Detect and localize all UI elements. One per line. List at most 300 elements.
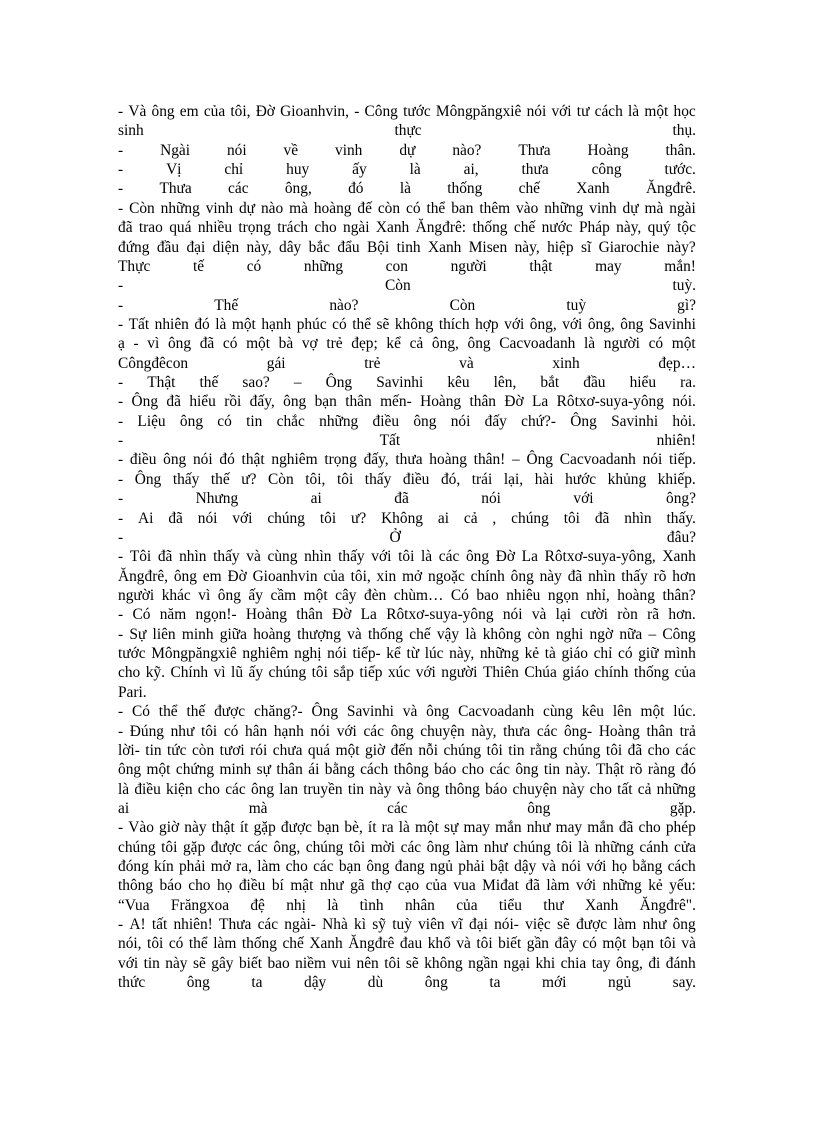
word: tiếp: [359, 664, 383, 682]
word: ông: [390, 722, 414, 740]
word: nghi: [555, 625, 584, 643]
word: chế: [282, 935, 304, 953]
word: thợ: [371, 877, 392, 895]
word: dây: [279, 238, 302, 256]
word: khiếp.: [657, 470, 696, 488]
word: Ở: [389, 528, 401, 546]
word: là: [398, 819, 410, 837]
word: thể: [426, 199, 446, 217]
word: thông: [444, 780, 480, 798]
word: thấy: [213, 548, 240, 566]
word: đại: [186, 238, 206, 256]
word: các: [400, 838, 422, 856]
word: gái: [266, 354, 286, 372]
word: hạnh: [273, 722, 304, 740]
word: lên,: [493, 374, 517, 392]
word: làm: [613, 916, 637, 934]
word: đó: [194, 315, 210, 333]
word: thông: [393, 761, 429, 779]
word: ông: [515, 761, 539, 779]
word: được: [280, 819, 312, 837]
word: ra.: [680, 374, 696, 392]
text-line: [118, 141, 696, 160]
word: thể: [188, 935, 208, 953]
word: ư?: [241, 470, 257, 488]
word: cho: [638, 819, 661, 837]
word: của: [456, 896, 478, 914]
word: đâu?: [666, 528, 696, 546]
word: Có: [132, 606, 151, 624]
word: ông: [250, 780, 275, 798]
word: -: [118, 393, 124, 411]
word: bao: [476, 586, 499, 604]
word: đứng: [118, 238, 150, 256]
word: -: [118, 625, 124, 643]
word: thể: [158, 703, 178, 721]
word: thụ.: [672, 122, 696, 140]
word: ông: [118, 761, 142, 779]
word: –: [648, 625, 657, 643]
text-line: [118, 179, 696, 198]
word: và: [246, 548, 261, 566]
word: thấy: [621, 567, 648, 585]
word: niềm: [295, 954, 326, 972]
word: cửa: [673, 838, 696, 856]
word: kêu: [447, 374, 470, 392]
word: giữa: [219, 625, 247, 643]
word: tôi: [319, 509, 337, 527]
word: kì: [354, 916, 367, 934]
word: Savinhi: [346, 703, 394, 721]
text-line: [118, 934, 696, 953]
word: Gioanhvin: [252, 567, 318, 585]
word: này?: [666, 238, 696, 256]
word: Công: [662, 625, 696, 643]
word: hài: [534, 470, 554, 488]
word: đã: [567, 567, 583, 585]
word: Miđat: [482, 877, 519, 895]
text-line: [118, 528, 696, 547]
word: hơn: [672, 567, 696, 585]
word: Môngpăngxiê: [151, 645, 237, 663]
word: mà: [248, 799, 268, 817]
text-line: [118, 547, 696, 566]
word: nói: [561, 858, 582, 876]
word: tộc: [677, 219, 696, 237]
word: cách: [594, 103, 623, 120]
word: La: [521, 548, 538, 566]
word: nói.: [672, 393, 696, 411]
word: ông: [167, 335, 192, 353]
word: bạn: [338, 858, 362, 876]
word: hoàng: [253, 625, 291, 643]
word: này: [539, 567, 562, 585]
word: Cacvoadanh: [458, 703, 535, 721]
word: dậy: [304, 974, 327, 992]
word: Nhưng: [195, 490, 239, 508]
word: xinh: [552, 354, 580, 372]
word: ông: [416, 780, 440, 798]
word: ông: [179, 412, 204, 430]
word: -: [118, 722, 124, 740]
word: truyền: [303, 780, 343, 798]
word: yếu:: [669, 877, 696, 895]
word: –: [293, 374, 302, 392]
word: sao?: [242, 374, 270, 392]
word: tà: [544, 645, 556, 663]
word: vinh: [335, 141, 363, 159]
word: đó,: [440, 470, 461, 488]
word: chưa: [272, 741, 303, 759]
word: em: [202, 567, 222, 585]
word: sẽ: [192, 954, 206, 972]
word: và: [396, 780, 412, 798]
word: diện: [212, 238, 240, 256]
word: này,: [246, 238, 272, 256]
word: thân: [296, 606, 323, 624]
word: ông,: [529, 315, 557, 333]
word: Tất: [128, 315, 150, 333]
word: về: [283, 141, 299, 159]
word: trao: [138, 219, 163, 237]
word: này,: [514, 238, 540, 256]
word: đẹp;: [351, 335, 378, 353]
word: nghiêm: [271, 451, 318, 469]
word: thư: [543, 896, 564, 914]
word: tinh: [396, 238, 421, 256]
word: tin: [543, 761, 561, 779]
word: Đúng: [129, 722, 164, 740]
word: vua: [453, 877, 476, 895]
word: là: [327, 896, 339, 914]
text-line: [118, 412, 696, 431]
word: ngài-: [284, 916, 316, 934]
word: này,: [449, 645, 475, 663]
word: kể: [386, 645, 401, 663]
text-line: [118, 257, 696, 276]
word: đang: [394, 858, 425, 876]
word: thân: [345, 393, 372, 411]
word: ngọn!-: [195, 606, 237, 624]
word: ông,: [273, 838, 301, 856]
word: thấy.: [666, 509, 696, 527]
word: cho: [647, 741, 670, 759]
word: giờ: [365, 741, 386, 759]
word: hước: [565, 470, 597, 488]
word: Đờ: [227, 567, 247, 585]
word: mắn!: [664, 257, 696, 275]
word: việc: [525, 916, 551, 934]
word: làm: [257, 858, 281, 876]
word: dự: [399, 141, 416, 159]
word: và: [456, 935, 471, 953]
word: tin: [143, 954, 160, 972]
text-line: [118, 373, 696, 392]
word: thực: [394, 122, 422, 140]
word: ông: [620, 315, 644, 333]
text-line: [118, 296, 696, 315]
word: là: [421, 548, 433, 566]
word: tôi: [556, 838, 573, 856]
word: Tất: [379, 432, 401, 450]
word: chế: [513, 219, 536, 237]
word: với: [118, 954, 139, 972]
word: chỉ: [224, 161, 244, 179]
word: không: [482, 625, 522, 643]
word: họ: [611, 858, 628, 876]
word: trọng: [238, 219, 271, 237]
word: tay: [591, 954, 611, 972]
word: ngài: [343, 219, 370, 237]
word: đẩu: [337, 238, 360, 256]
word: phúc: [296, 315, 327, 333]
word: cả: [409, 335, 424, 353]
word: thế: [199, 374, 219, 392]
word: ra,: [236, 858, 252, 876]
word: sắp: [333, 664, 354, 682]
word: có: [168, 935, 184, 953]
word: cây: [335, 586, 357, 604]
word: người: [441, 664, 478, 682]
word: chứng: [175, 761, 215, 779]
word: đã: [118, 219, 133, 237]
word: nói: [526, 103, 547, 120]
word: trách: [277, 219, 309, 237]
word: ấy: [352, 161, 367, 179]
text-line: [118, 354, 696, 373]
text-line: [118, 315, 696, 334]
word: bằng: [324, 761, 355, 779]
word: thống: [472, 219, 508, 237]
word: -: [118, 509, 124, 527]
word: tôi: [659, 935, 676, 953]
word: hoàng: [429, 451, 467, 469]
word: nói: [450, 412, 471, 430]
word: tôi: [161, 838, 178, 856]
word: hạnh: [261, 315, 292, 333]
word: tôi: [147, 935, 164, 953]
word: với: [586, 858, 607, 876]
word: mắn: [587, 819, 614, 837]
word: cách: [667, 858, 696, 876]
word: đại: [469, 916, 488, 934]
word: quý: [647, 219, 671, 237]
word: những: [602, 877, 642, 895]
word: đã: [166, 393, 181, 411]
word: thống: [447, 180, 483, 198]
word: Sự: [129, 625, 147, 643]
word: kẻ: [648, 877, 663, 895]
word: chuyện: [420, 722, 465, 740]
text-line: [118, 276, 696, 295]
text-line: [118, 722, 696, 741]
word: Misen: [468, 238, 508, 256]
word: ông: [424, 974, 448, 992]
word: là: [399, 180, 411, 198]
word: thân.: [665, 141, 696, 159]
word: tư: [576, 103, 590, 120]
word: khủng: [607, 470, 647, 488]
word: ngài: [669, 199, 696, 217]
text-line: [118, 760, 696, 779]
word: đã: [199, 335, 215, 353]
word: ông,: [587, 315, 615, 333]
word: nữa: [619, 625, 643, 643]
word: ngủ: [607, 974, 632, 992]
word: rõ: [653, 567, 667, 585]
word: phải: [458, 858, 485, 876]
word: nhân: [404, 896, 435, 914]
word: -: [118, 528, 124, 546]
word: sỹ: [372, 916, 386, 934]
word: nói: [481, 490, 501, 508]
word: trẻ: [326, 335, 343, 353]
word: và: [541, 858, 557, 876]
word: có: [332, 315, 347, 333]
word: A!: [129, 916, 146, 934]
word: là: [628, 103, 640, 120]
word: của: [203, 103, 226, 120]
word: tuỳ: [392, 916, 412, 934]
word: với: [562, 315, 583, 333]
word: phép: [665, 819, 696, 837]
word: đến: [390, 741, 413, 759]
word: Gioanhvin,: [280, 103, 349, 120]
word: tôi: [605, 741, 623, 759]
word: -: [118, 315, 124, 333]
word: có: [246, 257, 262, 275]
word: đèn: [364, 586, 387, 604]
word: Môngpăngxiê: [435, 103, 522, 120]
word: và: [531, 606, 547, 624]
word: này: [562, 780, 585, 798]
word: chăng?-: [253, 703, 303, 721]
word: một: [146, 761, 171, 779]
word: đấy: [484, 412, 507, 430]
word: Chúa: [524, 664, 557, 682]
word: giáo: [562, 664, 589, 682]
word: -: [118, 451, 124, 469]
word: lũ: [231, 664, 244, 682]
word: thức: [118, 974, 146, 992]
word: ông: [186, 974, 210, 992]
word: ông: [283, 393, 307, 411]
word: –: [512, 451, 520, 469]
word: -: [118, 412, 124, 430]
word: cùng: [267, 548, 298, 566]
text-line: [118, 741, 696, 760]
word: thân: [276, 761, 303, 779]
word: nào: [260, 199, 284, 217]
word: chúng: [305, 838, 344, 856]
word: Thế: [214, 296, 239, 314]
word: thế: [210, 470, 230, 488]
text-line: [118, 392, 696, 411]
word: với: [551, 103, 572, 120]
word: những: [479, 645, 519, 663]
word: vợ: [301, 335, 318, 353]
word: nỗi: [418, 741, 438, 759]
word: thân: [646, 722, 673, 740]
word: các: [313, 858, 334, 876]
word: làm: [213, 935, 237, 953]
word: lan: [279, 780, 299, 798]
document-body: [118, 102, 696, 993]
word: -: [354, 103, 360, 120]
word: Ông: [311, 703, 339, 721]
word: đi: [648, 954, 661, 972]
word: ông,: [615, 954, 643, 972]
word: thưa: [521, 161, 549, 179]
word: chúng: [268, 664, 307, 682]
word: với: [575, 877, 597, 895]
word: Pháp: [579, 219, 610, 237]
word: chuyện: [512, 780, 557, 798]
word: -: [118, 161, 124, 179]
word: trọng: [324, 451, 357, 469]
word: La: [532, 393, 549, 411]
word: đã: [594, 509, 610, 527]
word: Cacvoadanh: [499, 335, 576, 353]
word: nhiều: [197, 219, 233, 237]
text-line: [118, 470, 696, 489]
word: đây: [554, 935, 577, 953]
word: rói: [250, 741, 268, 759]
word: -: [118, 606, 124, 624]
word: cầm: [270, 586, 297, 604]
word: nói,: [118, 935, 142, 953]
word: Còn: [384, 277, 411, 295]
word: đã: [394, 490, 409, 508]
word: Hoàng: [598, 722, 640, 740]
word: đã: [627, 741, 643, 759]
word: làm: [455, 838, 479, 856]
word: -: [118, 103, 124, 120]
word: xúc: [387, 664, 411, 682]
word: Còn: [268, 470, 294, 488]
word: ông: [527, 799, 551, 817]
word: ông-: [563, 722, 593, 740]
word: thống: [241, 935, 277, 953]
word: nói: [642, 451, 663, 469]
word: bằng: [632, 858, 663, 876]
word: Vị: [166, 161, 182, 179]
text-line: [118, 567, 696, 586]
word: đã: [157, 548, 173, 566]
word: thượng: [297, 625, 341, 643]
word: vì: [147, 335, 160, 353]
word: rõ: [629, 761, 643, 779]
text-line: Pari.: [118, 683, 147, 701]
word: và: [459, 354, 474, 372]
word: nhìn: [304, 548, 332, 566]
word: nhị: [286, 896, 306, 914]
word: cho: [197, 780, 220, 798]
word: bạn: [631, 935, 655, 953]
word: ngần: [468, 954, 499, 972]
word: Đờ: [495, 548, 515, 566]
word: thân?: [662, 586, 696, 604]
word: là: [215, 315, 227, 333]
word: gặp.: [669, 799, 696, 817]
word: Ăngđrê.: [645, 180, 696, 198]
word: này,: [471, 722, 497, 740]
word: ngủ: [429, 858, 453, 876]
word: nhìn: [588, 567, 616, 585]
word: -: [118, 296, 124, 314]
word: sinh: [118, 122, 144, 140]
word: này: [369, 780, 392, 798]
